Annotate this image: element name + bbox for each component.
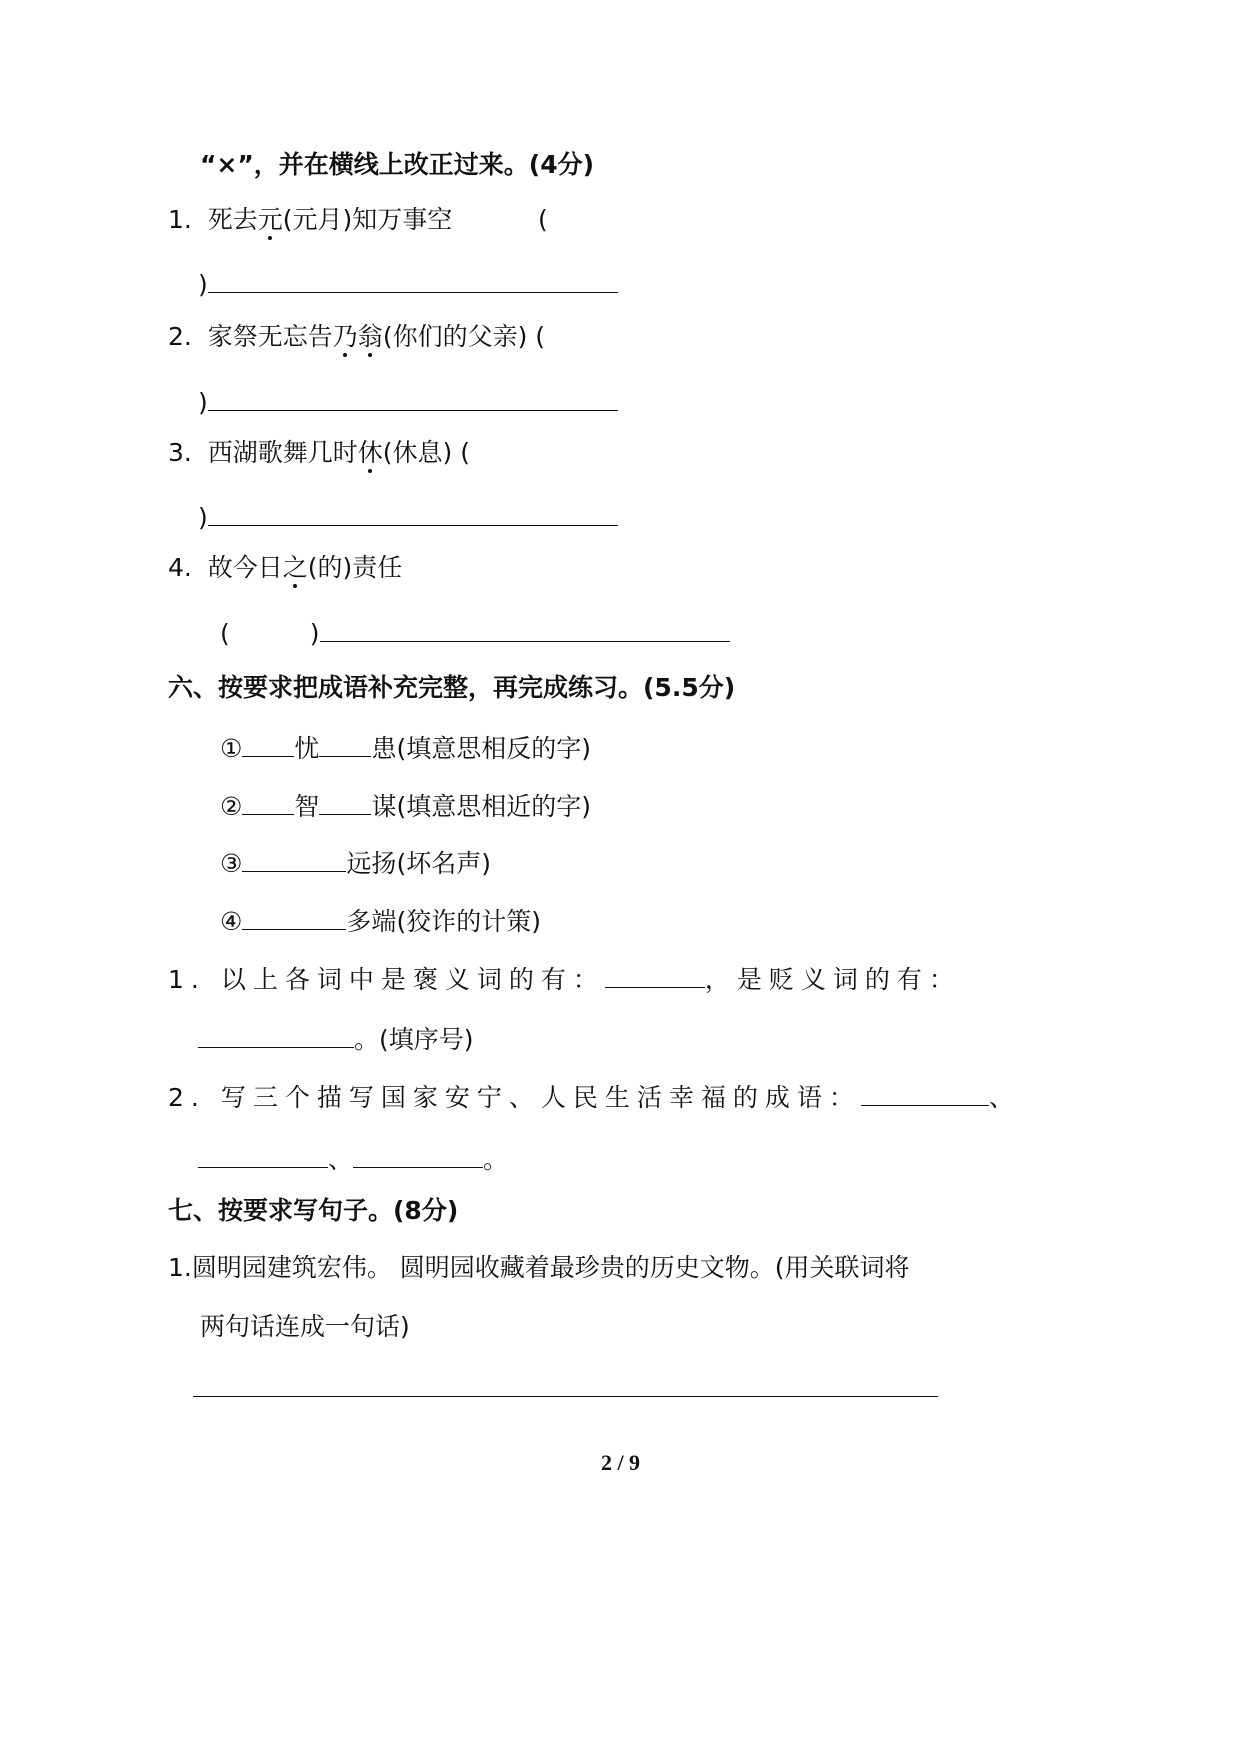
emphasized-char: 乃 [332,322,358,351]
idiom-1 [220,730,591,765]
question-7-1-cont: 两句话连成一句话) [200,1312,410,1341]
section7-title: 七、按要求写句子。(8分) [168,1196,459,1225]
item-number: 1. [168,1253,192,1282]
idiom-blank[interactable] [242,903,346,930]
idiom-3 [220,845,491,880]
idiom-hint: (坏名声) [396,849,491,878]
answer-line-4[interactable] [220,615,730,650]
section5-instruction: “×”，并在横线上改正过来。(4分) [200,150,595,179]
emphasized-char: 元 [257,205,283,234]
section6-title: 六、按要求把成语补充完整，再完成练习。(5.5分) [168,673,736,702]
item-text: 故今日 [207,553,283,582]
answer-blank[interactable] [861,1079,989,1106]
answer-blank[interactable] [605,961,705,988]
item-text: (元月)知万事空 [282,205,453,234]
question-text: 圆明园建筑宏伟。 圆明园收藏着最珍贵的历史文物。(用关联词将 [191,1253,910,1282]
idiom-char: 远扬 [346,849,397,878]
item-text: 家祭无忘告 [207,322,333,351]
question-6-1 [168,961,961,996]
question-5-4 [168,552,402,584]
idiom-4 [220,903,541,938]
idiom-blank[interactable] [242,788,294,815]
answer-blank[interactable] [208,499,618,526]
emphasized-char: 之 [282,553,308,582]
question-5-2 [168,321,545,353]
idiom-blank[interactable] [319,788,371,815]
item-text: (的)责任 [307,553,403,582]
answer-blank[interactable] [198,1021,354,1048]
idiom-number: ① [220,734,243,763]
idiom-blank[interactable] [242,730,294,757]
paren-close: ) [309,619,320,648]
item-number: 4. [168,553,192,582]
separator: 、 [988,1083,1021,1112]
idiom-number: ③ [220,849,243,878]
question-6-2 [168,1079,1021,1114]
paren-close: ) [198,388,208,417]
paren-open: ( [538,205,548,234]
separator: 、 [328,1145,354,1174]
question-text: 以上各词中是褒义词的有： [220,965,605,994]
idiom-char: 谋 [371,792,397,821]
item-number: 2. [168,322,192,351]
idiom-hint: (狡诈的计策) [396,907,541,936]
paren-close: ) [198,503,208,532]
answer-blank[interactable] [208,266,618,293]
idiom-number: ④ [220,907,243,936]
idiom-number: ② [220,792,243,821]
answer-line-1[interactable] [198,266,618,301]
question-5-1 [168,204,452,236]
idiom-char: 患 [371,734,397,763]
answer-blank[interactable] [208,384,618,411]
question-text: 写三个描写国家安宁、人民生活幸福的成语： [220,1083,861,1112]
idiom-blank[interactable] [242,845,346,872]
idiom-hint: (填意思相反的字) [396,734,591,763]
item-number: 2. [168,1083,206,1112]
question-7-1 [168,1252,910,1284]
idiom-char: 智 [294,792,320,821]
idiom-char: 忧 [294,734,320,763]
idiom-char: 多端 [346,907,397,936]
item-number: 1. [168,205,192,234]
answer-blank[interactable] [198,1141,328,1168]
item-text: (你们的父亲) [382,322,528,351]
question-6-2-cont [198,1141,508,1176]
paren-open: ( [220,619,230,648]
separator: 。 [483,1145,509,1174]
item-number: 1. [168,965,206,994]
page-number: 2 / 9 [600,1450,641,1475]
answer-blank[interactable] [320,615,730,642]
item-number: 3. [168,438,192,467]
idiom-2 [220,788,591,823]
paren-open: ( [535,322,546,351]
answer-line[interactable] [193,1396,938,1397]
question-text: 。(填序号) [354,1025,474,1054]
answer-line-2[interactable] [198,384,618,419]
question-5-3 [168,437,470,469]
item-text: 西湖歌舞几时 [207,438,358,467]
paren-open: ( [460,438,471,467]
question-text: ，是贬义词的有： [704,965,961,994]
question-6-1-cont [198,1021,474,1056]
emphasized-char: 翁 [357,322,383,351]
emphasized-char: 休 [357,438,383,467]
paren-close: ) [198,270,208,299]
idiom-blank[interactable] [319,730,371,757]
idiom-hint: (填意思相近的字) [396,792,591,821]
item-text: (休息) [382,438,453,467]
answer-blank[interactable] [353,1141,483,1168]
answer-line-3[interactable] [198,499,618,534]
item-text: 死去 [207,205,258,234]
